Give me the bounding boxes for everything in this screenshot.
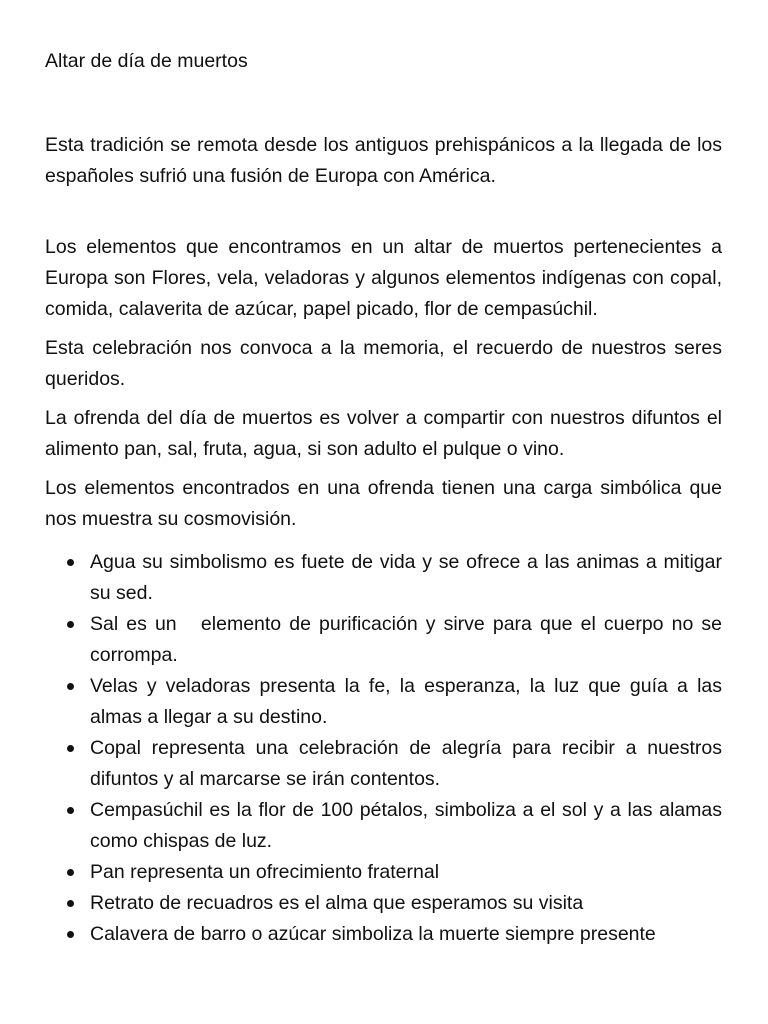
- list-item-text: Velas y veladoras presenta la fe, la esperanza, la luz que guía a las almas a llegar a su destino.: [90, 675, 722, 728]
- paragraph-elements: Los elementos que encontramos en un altar de muertos pertenecientes a Europa son Flores, vela, veladoras y algunos elementos indígenas con copal, comida, calaverita de azúcar, papel picado, flor de cempasúchil.: [45, 236, 722, 320]
- list-item: [45, 795, 722, 857]
- list-item-text: Copal representa una celebración de alegría para recibir a nuestros difuntos y al marcarse se irán contentos.: [90, 737, 722, 790]
- list-item-text: Cempasúchil es la flor de 100 pétalos, simboliza a el sol y a las alamas como chispas de luz.: [90, 799, 722, 852]
- bullet-icon: [67, 745, 74, 752]
- bullet-icon: [67, 807, 74, 814]
- bullet-icon: [67, 559, 74, 566]
- list-item-text: Sal es un elemento de purificación y sirve para que el cuerpo no se corrompa.: [90, 613, 728, 666]
- paragraph-intro: Esta tradición se remota desde los antiguos prehispánicos a la llegada de los españoles sufrió una fusión de Europa con América.: [45, 134, 722, 187]
- paragraph-memory: Esta celebración nos convoca a la memoria, el recuerdo de nuestros seres queridos.: [45, 337, 722, 390]
- list-item-text: Retrato de recuadros es el alma que esperamos su visita: [90, 892, 584, 914]
- paragraph-symbolism: Los elementos encontrados en una ofrenda tienen una carga simbólica que nos muestra su cosmovisión.: [45, 477, 722, 530]
- list-item: [45, 609, 728, 671]
- list-item: [45, 919, 722, 950]
- symbol-list: [45, 547, 728, 950]
- bullet-icon: [67, 900, 74, 907]
- list-item: [45, 733, 722, 795]
- bullet-icon: [67, 869, 74, 876]
- list-item: [45, 547, 722, 609]
- list-item-text: Pan representa un ofrecimiento fraternal: [90, 861, 440, 883]
- list-item-text: Calavera de barro o azúcar simboliza la muerte siempre presente: [90, 923, 656, 945]
- bullet-icon: [67, 683, 74, 690]
- paragraph-ofrenda: La ofrenda del día de muertos es volver a compartir con nuestros difuntos el alimento pan, sal, fruta, agua, si son adulto el pulque o vino.: [45, 407, 722, 460]
- bullet-icon: [67, 931, 74, 938]
- bullet-icon: [67, 621, 74, 628]
- list-item-text: Agua su simbolismo es fuete de vida y se ofrece a las animas a mitigar su sed.: [90, 551, 722, 604]
- document-title: Altar de día de muertos: [45, 50, 248, 72]
- list-item: [45, 857, 722, 888]
- document-page: [45, 46, 728, 950]
- list-item: [45, 671, 722, 733]
- list-item: [45, 888, 722, 919]
